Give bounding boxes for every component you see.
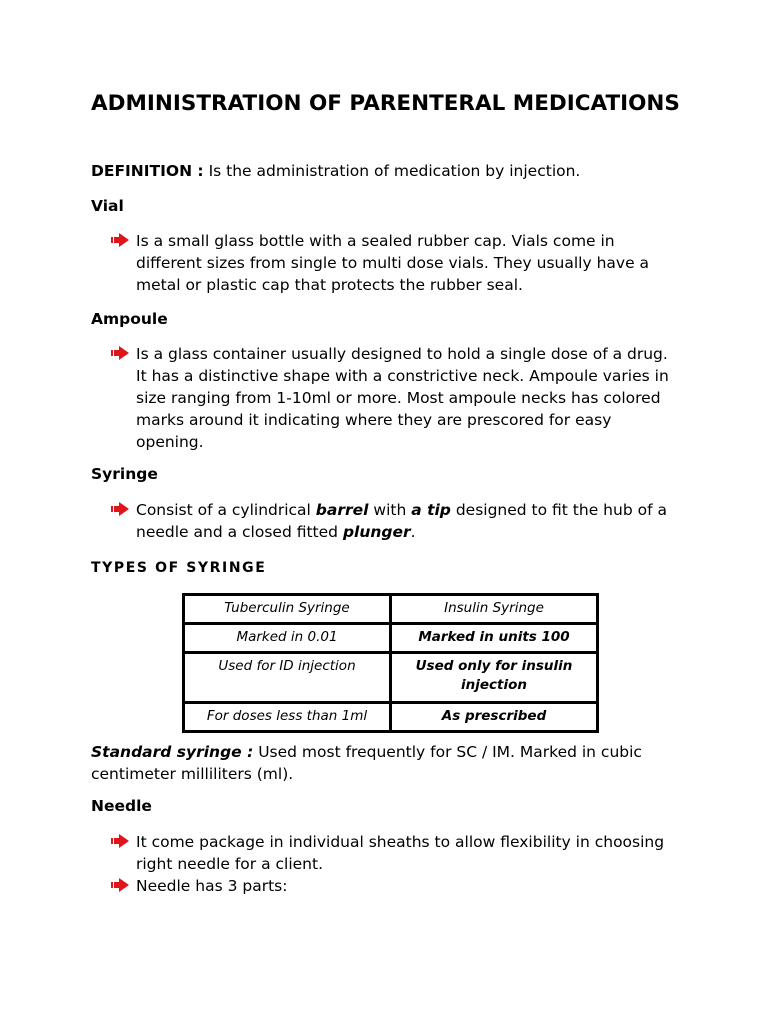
vial-heading: Vial (91, 197, 124, 215)
syringe-bullet (111, 499, 671, 543)
syringe-term-plunger: plunger (342, 523, 411, 541)
vial-bullet-text: Is a small glass bottle with a sealed rubber cap. Vials come in different sizes from single to multi dose vials. They usually have a metal or plastic cap that protects the rubber seal. (136, 232, 650, 294)
table-cell: Used for ID injection (184, 653, 391, 703)
red-arrow-bullet-icon (111, 502, 129, 516)
standard-syringe-paragraph (91, 741, 691, 785)
table-cell: Insulin Syringe (391, 595, 598, 624)
table-cell: As prescribed (391, 703, 598, 732)
ampoule-bullet (111, 343, 671, 453)
table-cell: Marked in 0.01 (184, 624, 391, 653)
syringe-term-tip: a tip (411, 501, 451, 519)
standard-syringe-text: Used most frequently for SC / IM. Marked in cubic centimeter milliliters (ml). (91, 743, 642, 783)
table-cell: For doses less than 1ml (184, 703, 391, 732)
table-row (184, 624, 598, 653)
definition-text: Is the administration of medication by injection. (203, 162, 581, 180)
definition-line (91, 162, 580, 180)
table-cell: Used only for insulin injection (391, 653, 598, 703)
red-arrow-bullet-icon (111, 233, 129, 247)
page-title: ADMINISTRATION OF PARENTERAL MEDICATIONS (91, 91, 680, 116)
syringe-text-4: . (410, 523, 416, 541)
needle-heading: Needle (91, 797, 152, 815)
ampoule-bullet-text: Is a glass container usually designed to hold a single dose of a drug. It has a distinctive shape with a constrictive neck. Ampoule varies in size ranging from 1-10ml or more. Most ampoule necks has colored marks around it indicating where they are prescored for easy opening. (136, 345, 669, 451)
needle-bullet-2 (111, 875, 671, 897)
syringe-text-2: with (368, 501, 412, 519)
needle-bullet-1 (111, 831, 671, 875)
table-cell: Tuberculin Syringe (184, 595, 391, 624)
table-row (184, 703, 598, 732)
types-of-syringe-heading: TYPES OF SYRINGE (91, 560, 267, 576)
syringe-term-barrel: barrel (315, 501, 369, 519)
syringe-types-table (182, 593, 599, 733)
table-row (184, 653, 598, 703)
red-arrow-bullet-icon (111, 346, 129, 360)
needle-bullet-2-text: Needle has 3 parts: (136, 877, 288, 895)
red-arrow-bullet-icon (111, 878, 129, 892)
syringe-heading: Syringe (91, 465, 158, 483)
syringe-text-3: designed to fit the hub of a needle and a closed fitted (136, 501, 667, 541)
definition-label: DEFINITION : (91, 162, 204, 180)
ampoule-heading: Ampoule (91, 310, 168, 328)
red-arrow-bullet-icon (111, 834, 129, 848)
table-row (184, 595, 598, 624)
standard-syringe-label: Standard syringe : (91, 743, 254, 761)
needle-bullet-1-text: It come package in individual sheaths to allow flexibility in choosing right needle for a client. (136, 833, 665, 873)
syringe-text-1: Consist of a cylindrical (136, 501, 316, 519)
table-cell: Marked in units 100 (391, 624, 598, 653)
vial-bullet (111, 230, 671, 296)
